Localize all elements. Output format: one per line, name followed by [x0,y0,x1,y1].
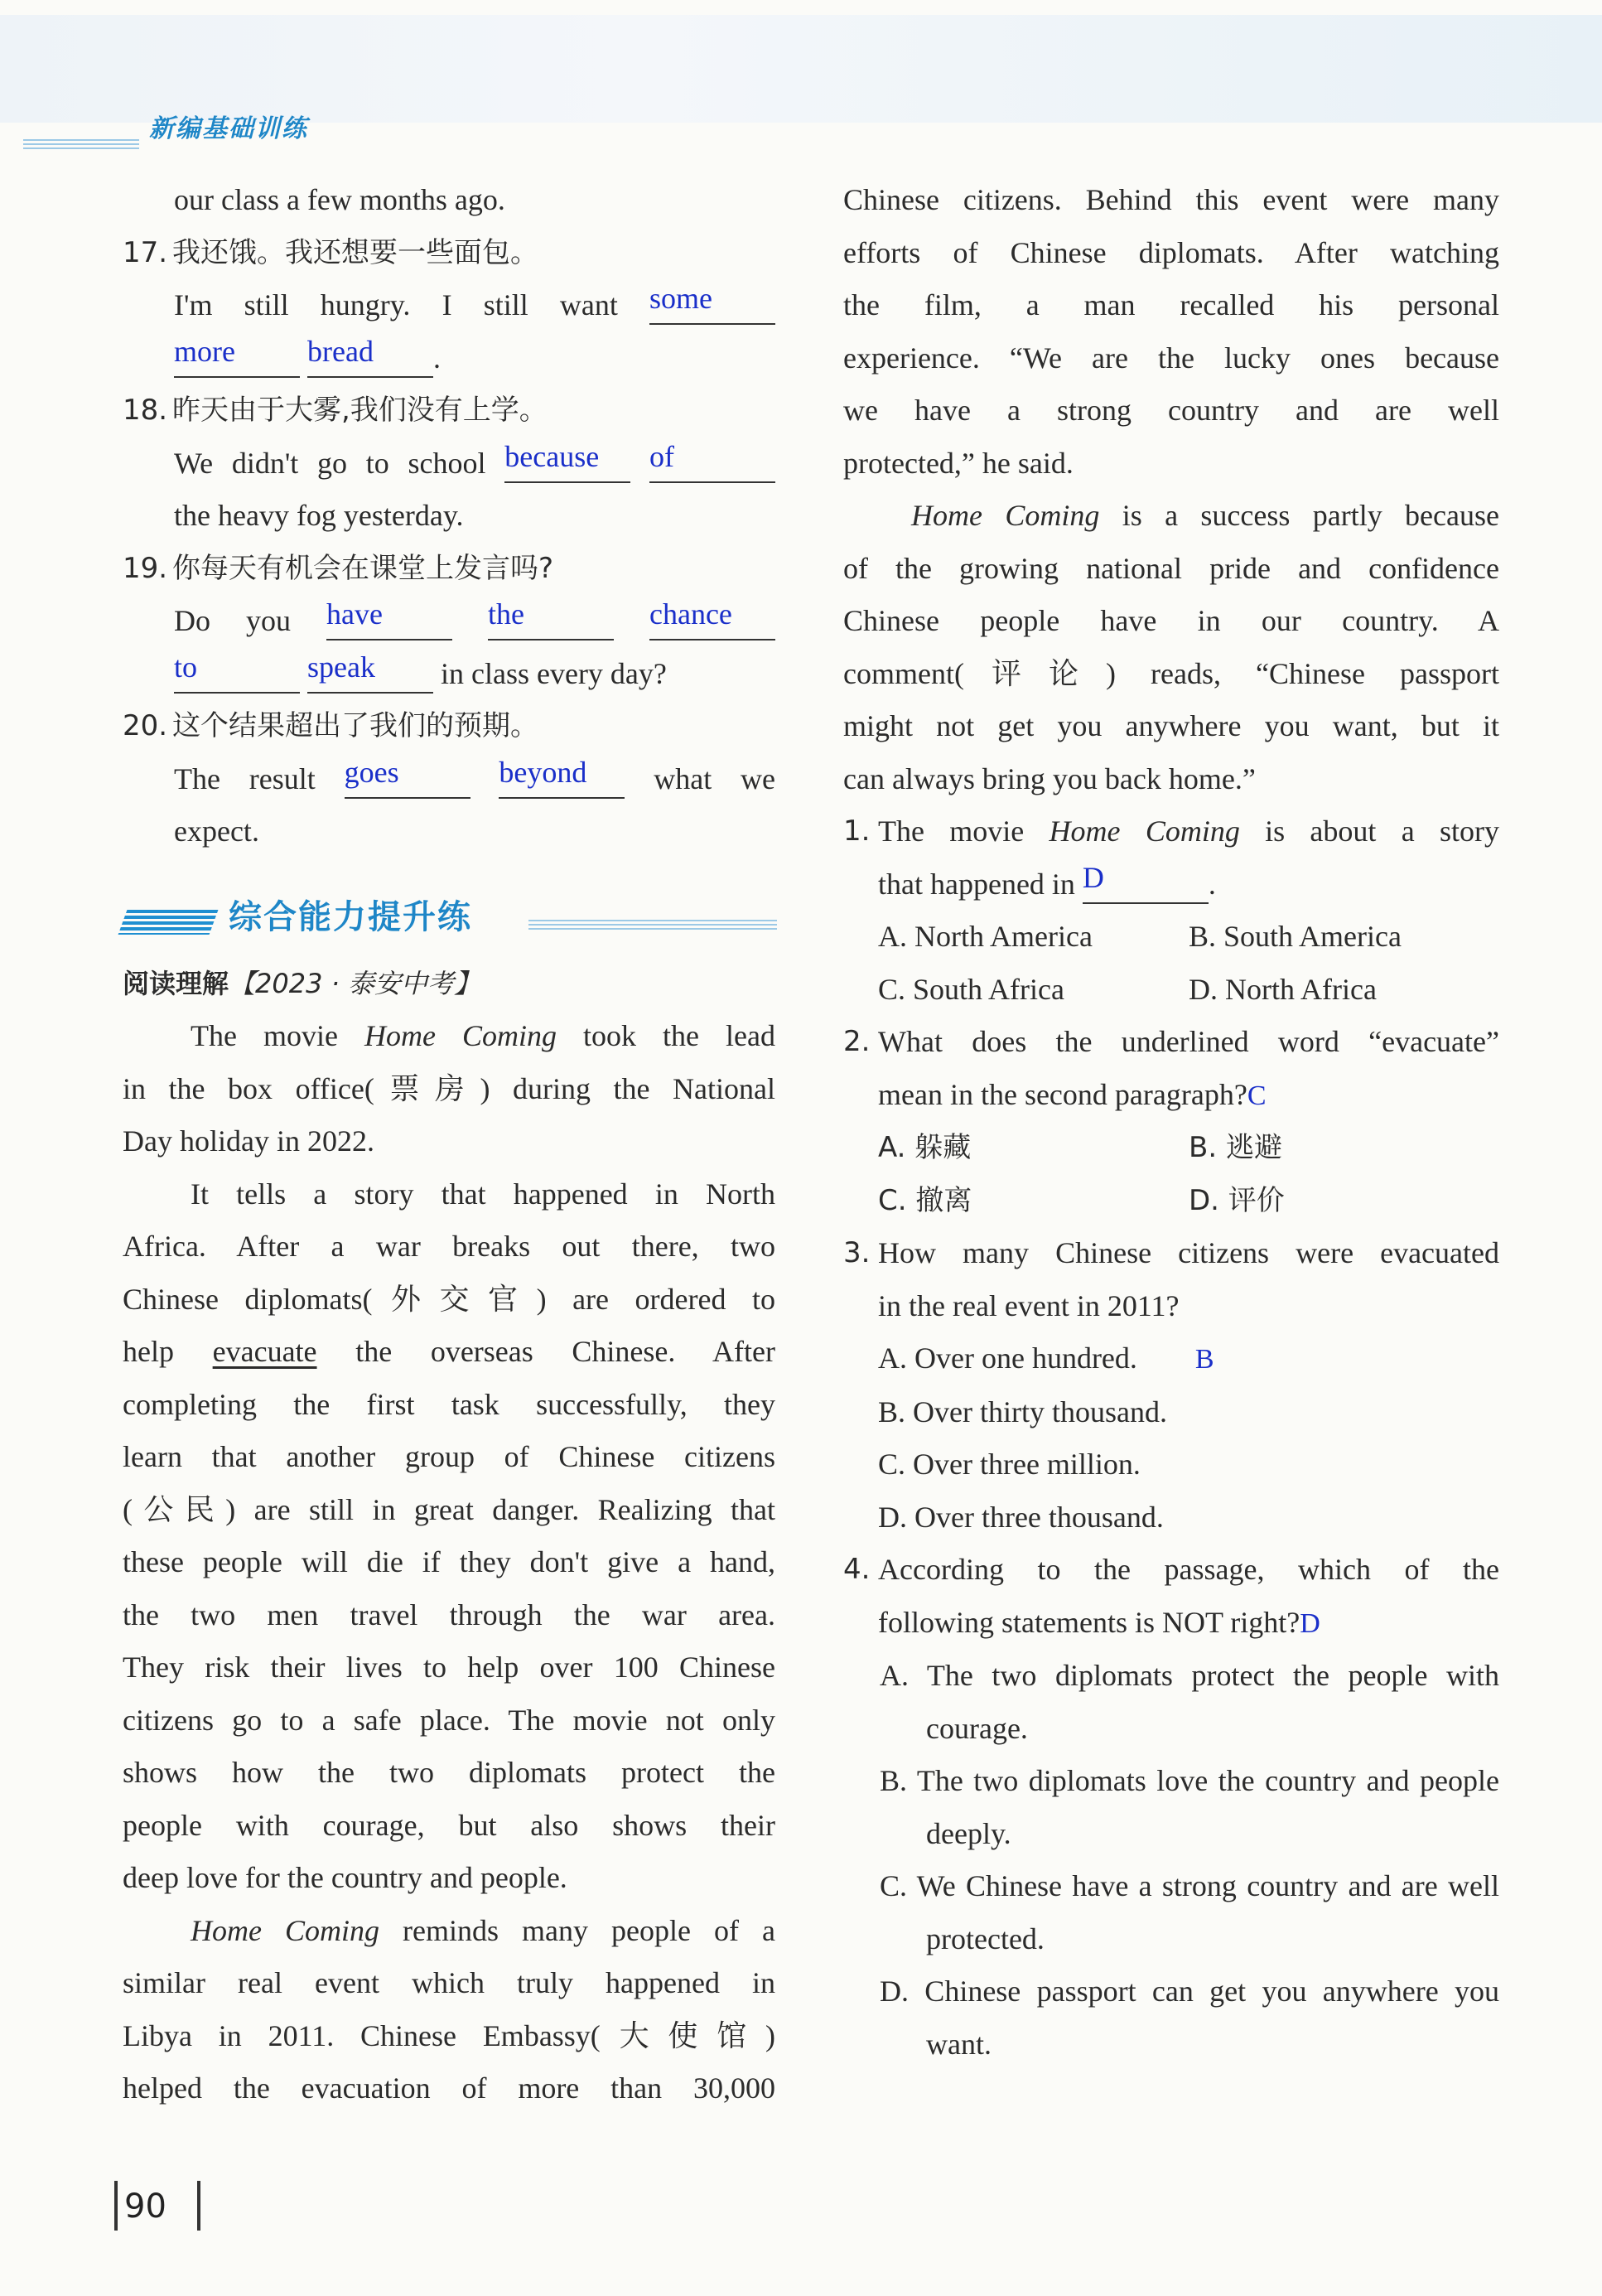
option-d[interactable]: D. Over three thousand. [878,1500,1164,1534]
question-18: 18. 昨天由于大雾,我们没有上学。 We didn't go to school because of the heavy fog yesterday. [123,384,775,543]
answer-blank[interactable]: have [326,602,452,640]
mc-question-2: 2. What does the underlined word “evacuate” mean in the second paragraph?C A. 躲藏 B. 逃避 C. 撤离 D. 评价 [843,1016,1499,1227]
page-number: 90 [124,2187,166,2226]
answer-blank[interactable]: of [649,445,775,483]
answer-blank[interactable]: the [488,602,614,640]
page-number-bar-left [114,2181,118,2231]
question-19: 19. 你每天有机会在课堂上发言吗? Do you have the chance to speak in class every day? [123,543,775,701]
answer-blank[interactable]: some [649,287,775,325]
answer-blank[interactable]: to [174,655,300,694]
header-band [0,15,1602,123]
option-b[interactable]: B. Over thirty thousand. [878,1395,1167,1428]
passage-paragraph-3-cont: Chinese citizens. Behind this event were many efforts of Chinese diplomats. After watching the film, a man recalled his personal experience. “We are the lucky ones because we have a strong country and are well protected,” he said. [843,183,1499,480]
option-a[interactable]: A. The two diplomats protect the people with courage. [880,1659,1499,1745]
option-a[interactable]: A. Over one hundred. [878,1341,1137,1375]
answer-mark: D [1300,1607,1320,1639]
passage-paragraph-1: The movie Home Coming took the lead in the box office(票房) during the National Day holiday in 2022. [123,1019,775,1158]
section-title: 综合能力提升练 [229,897,472,936]
answer-blank[interactable]: chance [649,602,775,640]
header-rule [23,139,139,151]
passage-paragraph-3: Home Coming reminds many people of a similar real event which truly happened in Libya in 2011. Chinese Embassy(大使馆) helped the evacuation of more than 30,000 [123,1913,776,2105]
answer-mark: C [1247,1080,1267,1111]
passage-paragraph-2: It tells a story that happened in North Africa. After a war breaks out there, two Chinese diplomats(外交官) are ordered to help evacuate the overseas Chinese. After completing the first task successfully, they learn that another group of Chinese citizens (公民) are still in great danger. Realizing that these people will die if they don't give a hand, the two men travel through the war area. They risk their lives to help over 100 Chinese citizens go to a safe place. The movie not only shows how the two diplomats protect the people with courage, but also shows their deep love for the country and people. [123,1177,776,1894]
answer-mark: B [1194,1344,1214,1375]
answer-blank[interactable]: bread [307,340,433,378]
mc-question-4: 4. According to the passage, which of the following statements is NOT right?D A. The two diplomats protect the people with courage. B. The two diplomats love the country and people deeply. C. We Chinese have a strong country and are well protected. D. Chinese passport can get you anywhere you want. [843,1544,1499,2071]
answer-blank[interactable]: beyond [499,761,625,799]
continued-line: our class a few months ago. [174,183,505,216]
option-a[interactable]: A. 躲藏 [878,1131,972,1164]
answer-blank[interactable]: D [1083,866,1209,904]
option-d[interactable]: D. North Africa [1189,972,1377,1006]
option-c[interactable]: C. 撤离 [878,1183,972,1217]
answer-blank[interactable]: goes [345,761,470,799]
right-column [843,174,1499,2071]
section-rule [528,920,777,930]
reading-tag: 阅读理解【2023 · 泰安中考】 [123,967,480,999]
option-b[interactable]: B. The two diplomats love the country and people deeply. [880,1764,1499,1850]
question-17: 17. 我还饿。我还想要一些面包。 I'm still hungry. I still want some more bread . [123,227,775,385]
answer-blank[interactable]: because [504,445,630,483]
option-b[interactable]: B. 逃避 [1189,1131,1282,1164]
option-b[interactable]: B. South America [1189,920,1402,953]
section-header [123,892,775,958]
option-c[interactable]: C. South Africa [878,972,1064,1006]
section-bar-icon [118,910,219,935]
left-column [123,174,775,2115]
option-d[interactable]: D. Chinese passport can get you anywhere you want. [880,1975,1499,2061]
question-20: 20. 这个结果超出了我们的预期。 The result goes beyond what we expect. [123,709,776,848]
answer-blank[interactable]: speak [307,655,433,694]
mc-question-3: 3. How many Chinese citizens were evacuated in the real event in 2011? A. Over one hundred. B B. Over thirty thousand. C. Over three million. D. Over three thousand. [843,1227,1499,1544]
header-title: 新编基础训练 [149,114,308,143]
page-number-bar-right [197,2181,200,2231]
answer-blank[interactable]: more [174,340,300,378]
mc-question-1: 1. The movie Home Coming is about a story that happened in D . A. North America B. South America C. South Africa D. North Africa [843,805,1499,1016]
underlined-word: evacuate [212,1335,317,1368]
option-a[interactable]: A. North America [878,920,1093,953]
option-d[interactable]: D. 评价 [1189,1183,1285,1217]
passage-paragraph-4: Home Coming is a success partly because of the growing national pride and confidence Chinese people have in our country. A comment(评论) reads, “Chinese passport might not get you anywhere you want, but it can always bring you back home.” [843,499,1499,795]
option-c[interactable]: C. Over three million. [878,1448,1141,1481]
option-c[interactable]: C. We Chinese have a strong country and are well protected. [880,1869,1499,1955]
